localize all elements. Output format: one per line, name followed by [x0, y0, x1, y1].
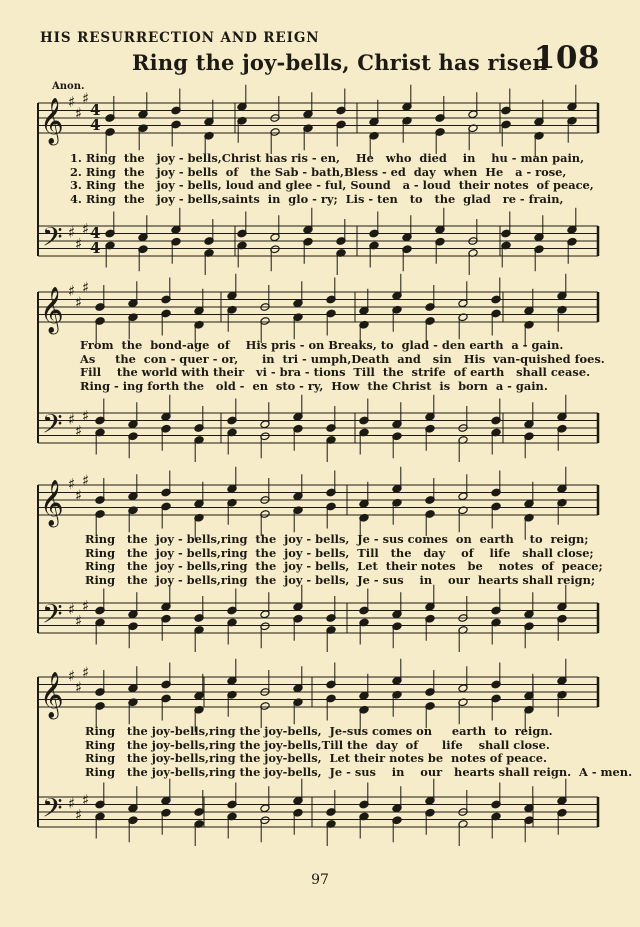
time-signature: 4 — [90, 116, 101, 134]
lyric-line: Ring the joy - bells,ring the joy - bells, Je - sus in our hearts shall reign; — [85, 572, 596, 587]
lyric-line: 4. Ring the joy - bells,saints in glo - ry; Lis - ten to the glad re - frain, — [70, 191, 564, 206]
sharp-sign: ♯ — [82, 471, 90, 490]
lyric-line: 1. Ring the joy - bells,Christ has ris - en, He who died in hu - man pain, — [70, 151, 585, 165]
sharp-sign: ♯ — [68, 223, 76, 242]
time-signature: 4 — [90, 224, 101, 242]
time-signature: 4 — [90, 239, 101, 257]
sharp-sign: ♯ — [75, 805, 83, 824]
sharp-sign: ♯ — [68, 282, 76, 300]
lyrics-block-system-4 — [85, 725, 632, 779]
lyric-line: Ring the joy - bells,ring the joy - bells, Let their notes be notes of peace; — [85, 559, 603, 574]
lyric-line: As the con - quer - or, in tri - umph,Death and sin His van-quished foes. — [80, 351, 605, 366]
lyric-line: Ring the joy-bells,ring the joy-bells, Je - sus in our hearts shall reign. A - men. — [85, 764, 633, 779]
sharp-sign: ♯ — [68, 600, 76, 619]
lyric-line: Ring the joy - bells,ring the joy - bells, Till the day of life shall close; — [85, 545, 594, 560]
bass-clef-icon: 𝄢 — [42, 598, 63, 636]
sharp-sign: ♯ — [82, 790, 90, 809]
bass-clef-icon: 𝄢 — [42, 408, 63, 446]
lyric-line: Ring - ing forth the old - en sto - ry, How the Christ is born a - gain. — [80, 378, 548, 393]
sharp-sign: ♯ — [82, 219, 90, 238]
hymn-number: 108 — [533, 40, 600, 76]
lyric-line: Ring the joy-bells,ring the joy-bells, Let their notes be notes of peace. — [85, 751, 547, 766]
bass-clef-icon: 𝄢 — [42, 221, 63, 259]
sharp-sign: ♯ — [68, 410, 76, 429]
lyric-line: 2. Ring the joy - bells of the Sab - bath,Bless - ed day when He a - rose, — [70, 164, 567, 179]
sharp-sign: ♯ — [75, 104, 83, 123]
sharp-sign: ♯ — [75, 678, 83, 697]
sharp-sign: ♯ — [68, 475, 76, 493]
sharp-sign: ♯ — [75, 293, 83, 312]
sharp-sign: ♯ — [82, 596, 90, 615]
treble-clef-icon: 𝄞 — [40, 98, 64, 144]
lyric-line: Ring the joy-bells,ring the joy-bells, Je-sus comes on earth to reign. — [85, 724, 553, 738]
treble-clef-icon: 𝄞 — [40, 480, 64, 526]
sharp-sign: ♯ — [82, 278, 90, 297]
sharp-sign: ♯ — [75, 234, 83, 253]
sharp-sign: ♯ — [82, 89, 90, 108]
lyrics-block-system-2 — [80, 339, 605, 393]
lyric-line: Fill the world with their vi - bra - tions Till the strife of earth shall cease. — [80, 365, 591, 380]
sharp-sign: ♯ — [68, 667, 76, 685]
page-number: 97 — [311, 872, 329, 888]
lyrics-block-system-3 — [85, 533, 603, 587]
bass-clef-icon: 𝄢 — [42, 792, 63, 830]
sharp-sign: ♯ — [68, 93, 76, 111]
hymn-title: Ring the joy-bells, Christ has risen — [132, 50, 548, 75]
sharp-sign: ♯ — [82, 663, 90, 682]
treble-clef-icon: 𝄞 — [40, 672, 64, 718]
author-attribution: Anon. — [52, 81, 85, 92]
lyric-line: Ring the joy - bells,ring the joy - bells, Je - sus comes on earth to reign; — [85, 532, 589, 546]
lyric-line: Ring the joy-bells,ring the joy-bells,Till the day of life shall close. — [85, 737, 550, 752]
treble-clef-icon: 𝄞 — [40, 287, 64, 333]
section-heading: HIS RESURRECTION AND REIGN — [40, 30, 320, 46]
sharp-sign: ♯ — [75, 421, 83, 440]
sharp-sign: ♯ — [82, 406, 90, 425]
sharp-sign: ♯ — [75, 486, 83, 505]
sharp-sign: ♯ — [75, 611, 83, 630]
lyrics-block-system-1 — [70, 152, 594, 206]
lyric-line: 3. Ring the joy - bells, loud and glee - ful, Sound a - loud their notes of peace, — [70, 178, 594, 193]
sharp-sign: ♯ — [68, 794, 76, 813]
time-signature: 4 — [90, 101, 101, 119]
lyric-line: From the bond-age of His pris - on Breaks, to glad - den earth a - gain. — [80, 338, 564, 352]
